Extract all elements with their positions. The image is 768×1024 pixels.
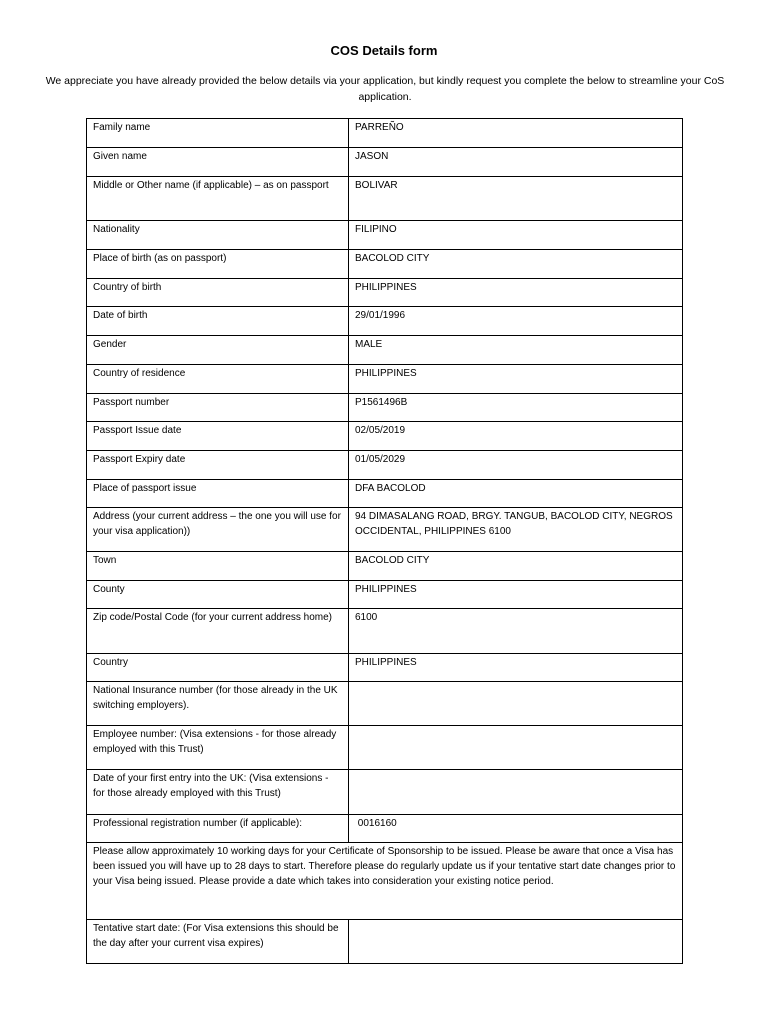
field-value[interactable]: P1561496B bbox=[349, 394, 683, 422]
field-value[interactable]: JASON bbox=[349, 148, 683, 177]
field-value[interactable]: BOLIVAR bbox=[349, 177, 683, 221]
field-label: Date of birth bbox=[87, 307, 349, 336]
field-value[interactable]: 94 DIMASALANG ROAD, BRGY. TANGUB, BACOLOD CITY, NEGROS OCCIDENTAL, PHILIPPINES 6100 bbox=[349, 508, 683, 552]
table-row bbox=[87, 119, 683, 148]
field-label: Passport number bbox=[87, 394, 349, 422]
table-row bbox=[87, 581, 683, 609]
field-label: Given name bbox=[87, 148, 349, 177]
field-label: Employee number: (Visa extensions - for those already employed with this Trust) bbox=[87, 726, 349, 770]
field-value[interactable]: PHILIPPINES bbox=[349, 654, 683, 682]
table-row bbox=[87, 682, 683, 726]
table-row bbox=[87, 394, 683, 422]
table-row bbox=[87, 726, 683, 770]
field-value[interactable]: 29/01/1996 bbox=[349, 307, 683, 336]
field-value[interactable]: PARREÑO bbox=[349, 119, 683, 148]
field-value[interactable]: FILIPINO bbox=[349, 221, 683, 250]
field-label: Place of passport issue bbox=[87, 480, 349, 508]
field-label: National Insurance number (for those already in the UK switching employers). bbox=[87, 682, 349, 726]
table-row bbox=[87, 654, 683, 682]
field-label: Gender bbox=[87, 336, 349, 365]
table-row bbox=[87, 221, 683, 250]
field-value[interactable]: MALE bbox=[349, 336, 683, 365]
field-value[interactable]: 0016160 bbox=[349, 815, 683, 843]
field-label: Passport Issue date bbox=[87, 422, 349, 451]
start-date-value[interactable] bbox=[349, 920, 683, 964]
field-value[interactable]: DFA BACOLOD bbox=[349, 480, 683, 508]
field-label: Country bbox=[87, 654, 349, 682]
table-row bbox=[87, 422, 683, 451]
table-row bbox=[87, 177, 683, 221]
field-value[interactable] bbox=[349, 770, 683, 815]
table-row bbox=[87, 920, 683, 964]
start-date-label: Tentative start date: (For Visa extensions this should be the day after your current visa expires) bbox=[87, 920, 349, 964]
table-row bbox=[87, 365, 683, 394]
table-row bbox=[87, 480, 683, 508]
field-label: Family name bbox=[87, 119, 349, 148]
field-label: County bbox=[87, 581, 349, 609]
notice-cell bbox=[87, 843, 683, 920]
field-label: Address (your current address – the one you will use for your visa application)) bbox=[87, 508, 349, 552]
table-row bbox=[87, 552, 683, 581]
table-row bbox=[87, 770, 683, 815]
field-label: Professional registration number (if applicable): bbox=[87, 815, 349, 843]
field-label: Country of residence bbox=[87, 365, 349, 394]
field-value[interactable] bbox=[349, 682, 683, 726]
field-label: Date of your first entry into the UK: (Visa extensions - for those already employed with this Trust) bbox=[87, 770, 349, 815]
table-row bbox=[87, 148, 683, 177]
field-value[interactable]: 6100 bbox=[349, 609, 683, 654]
table-row bbox=[87, 307, 683, 336]
field-value[interactable]: BACOLOD CITY bbox=[349, 552, 683, 581]
field-label: Middle or Other name (if applicable) – as on passport bbox=[87, 177, 349, 221]
field-value[interactable]: 02/05/2019 bbox=[349, 422, 683, 451]
table-row bbox=[87, 508, 683, 552]
field-label: Nationality bbox=[87, 221, 349, 250]
field-label: Town bbox=[87, 552, 349, 581]
intro-text: We appreciate you have already provided the below details via your application, but kindly request you complete the below to streamline your CoS application. bbox=[45, 75, 725, 103]
field-label: Place of birth (as on passport) bbox=[87, 250, 349, 279]
field-value[interactable]: PHILIPPINES bbox=[349, 365, 683, 394]
notice-text: Please allow approximately 10 working days for your Certificate of Sponsorship to be issued. Please be aware that once a Visa has been issued you will have up to 28 days to start. Therefore please do regularly update us if your tentative start date changes prior to your Visa being issued. Please provide a date which takes into consideration your existing notice period. bbox=[93, 846, 676, 887]
table-row bbox=[87, 336, 683, 365]
field-value[interactable]: 01/05/2029 bbox=[349, 451, 683, 480]
table-row bbox=[87, 815, 683, 843]
table-row bbox=[87, 451, 683, 480]
table-row bbox=[87, 843, 683, 920]
field-label: Passport Expiry date bbox=[87, 451, 349, 480]
table-row bbox=[87, 279, 683, 307]
cos-details-table bbox=[86, 118, 683, 964]
field-value[interactable]: PHILIPPINES bbox=[349, 581, 683, 609]
field-value[interactable] bbox=[349, 726, 683, 770]
field-label: Zip code/Postal Code (for your current address home) bbox=[87, 609, 349, 654]
table-row bbox=[87, 250, 683, 279]
document-title: COS Details form bbox=[330, 43, 438, 58]
field-value[interactable]: BACOLOD CITY bbox=[349, 250, 683, 279]
table-row bbox=[87, 609, 683, 654]
field-value[interactable]: PHILIPPINES bbox=[349, 279, 683, 307]
field-label: Country of birth bbox=[87, 279, 349, 307]
